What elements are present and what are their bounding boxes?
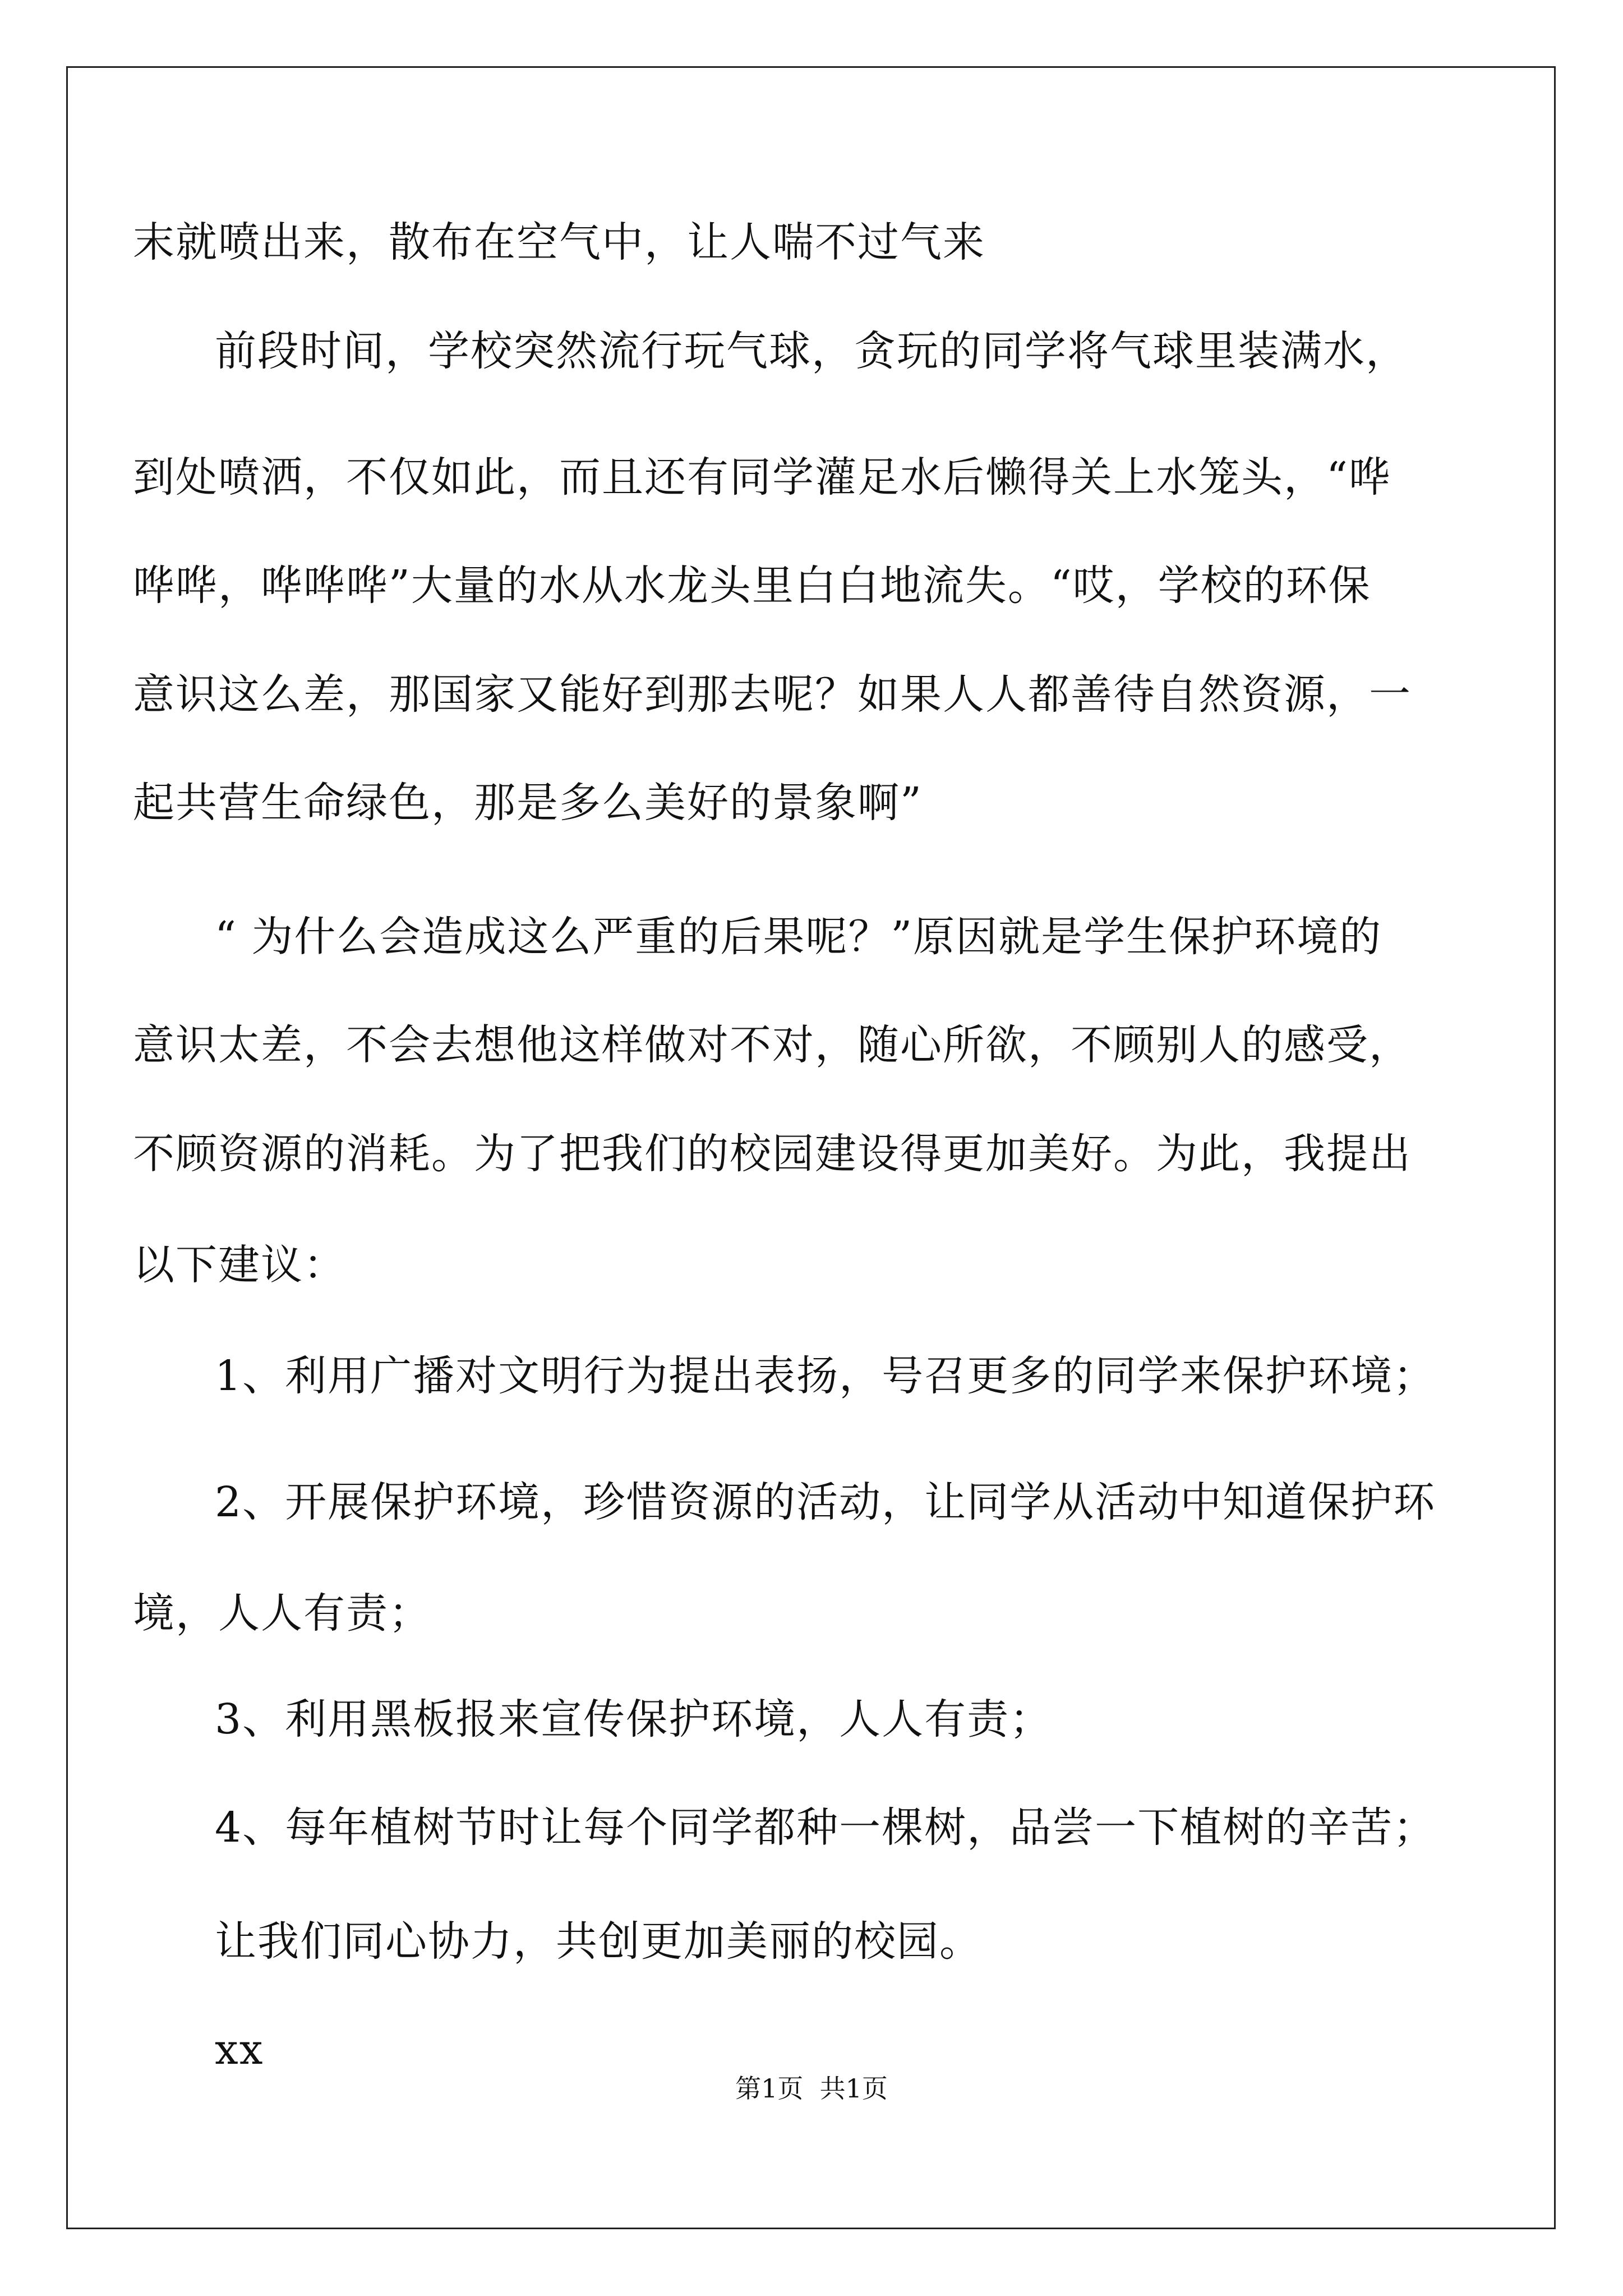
- text-line: 意识太差，不会去想他这样做对不对，随心所欲，不顾别人的感受，: [133, 1021, 1412, 1069]
- text-line: 1、利用广播对文明行为提出表扬，号召更多的同学来保护环境；: [215, 1352, 1436, 1400]
- text-line: 2、开展保护环境，珍惜资源的活动，让同学从活动中知道保护环: [215, 1478, 1436, 1526]
- text-line: 3、利用黑板报来宣传保护环境，人人有责；: [215, 1695, 1053, 1743]
- text-line: 境，人人有责；: [133, 1589, 431, 1637]
- text-line: 起共营生命绿色，那是多么美好的景象啊”: [133, 779, 923, 827]
- text-line: 到处喷洒，不仅如此，而且还有同学灌足水后懒得关上水笼头，“哗: [133, 453, 1391, 501]
- text-line: 以下建议：: [133, 1241, 346, 1289]
- signature-text: xx: [215, 2026, 264, 2074]
- page-number: 第1页 共1页: [735, 2073, 888, 2104]
- text-line: 让我们同心协力，共创更加美丽的校园。: [215, 1917, 982, 1966]
- text-line: 4、每年植树节时让每个同学都种一棵树，品尝一下植树的辛苦；: [215, 1803, 1436, 1852]
- text-line: 末就喷出来，散布在空气中，让人喘不过气来: [133, 218, 985, 266]
- text-line: “ 为什么会造成这么严重的后果呢？”原因就是学生保护环境的: [215, 913, 1382, 961]
- text-line: 不顾资源的消耗。为了把我们的校园建设得更加美好。为此，我提出: [133, 1130, 1412, 1178]
- text-line: 前段时间，学校突然流行玩气球，贪玩的同学将气球里装满水，: [215, 327, 1408, 375]
- text-line: 哗哗，哗哗哗”大量的水从水龙头里白白地流失。“哎，学校的环保: [133, 562, 1371, 610]
- text-line: 意识这么差，那国家又能好到那去呢？如果人人都善待自然资源，一: [133, 670, 1412, 719]
